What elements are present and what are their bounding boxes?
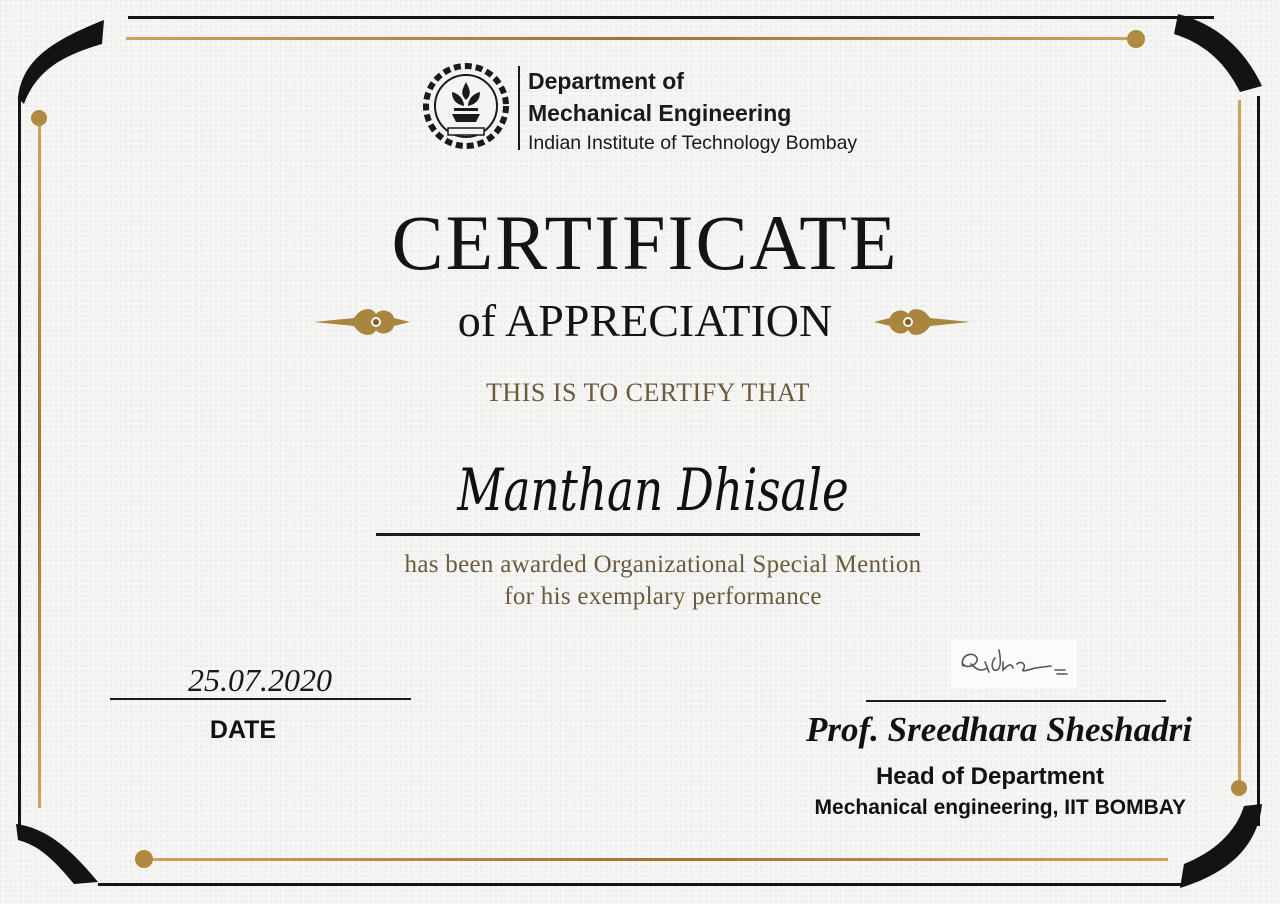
- date-label: DATE: [209, 716, 277, 744]
- recipient-name: Manthan Dhisale: [457, 456, 849, 524]
- corner-top-left: [18, 20, 104, 104]
- department-header: [422, 62, 892, 162]
- corner-top-right: [1174, 14, 1262, 92]
- department-name-line1: Department of: [528, 68, 684, 94]
- signatory-name: Prof. Sreedhara Sheshadri: [805, 710, 1192, 749]
- certificate-subtitle: of APPRECIATION: [457, 295, 833, 346]
- date-value: 25.07.2020: [188, 662, 332, 698]
- award-text-line1: has been awarded Organizational Special Mention: [404, 551, 922, 578]
- header-divider: [518, 66, 520, 150]
- certify-text: THIS IS TO CERTIFY THAT: [486, 378, 810, 407]
- signature-underline: [866, 700, 1166, 702]
- certificate-title: CERTIFICATE: [391, 199, 899, 286]
- recipient-underline: [376, 533, 920, 536]
- handwritten-signature-icon: [951, 640, 1077, 688]
- institute-name: Indian Institute of Technology Bombay: [528, 132, 858, 154]
- award-text-line2: for his exemplary performance: [504, 583, 822, 610]
- iit-bombay-emblem-icon: [422, 62, 512, 154]
- corner-bottom-left: [16, 824, 98, 884]
- corner-bottom-right: [1180, 804, 1262, 888]
- department-name-line2: Mechanical Engineering: [528, 100, 792, 126]
- signature-image: [951, 640, 1077, 688]
- date-underline: [110, 698, 411, 700]
- signatory-organization: Mechanical engineering, IIT BOMBAY: [814, 796, 1186, 819]
- signatory-role: Head of Department: [875, 763, 1105, 790]
- ornament-right-icon: [874, 304, 970, 340]
